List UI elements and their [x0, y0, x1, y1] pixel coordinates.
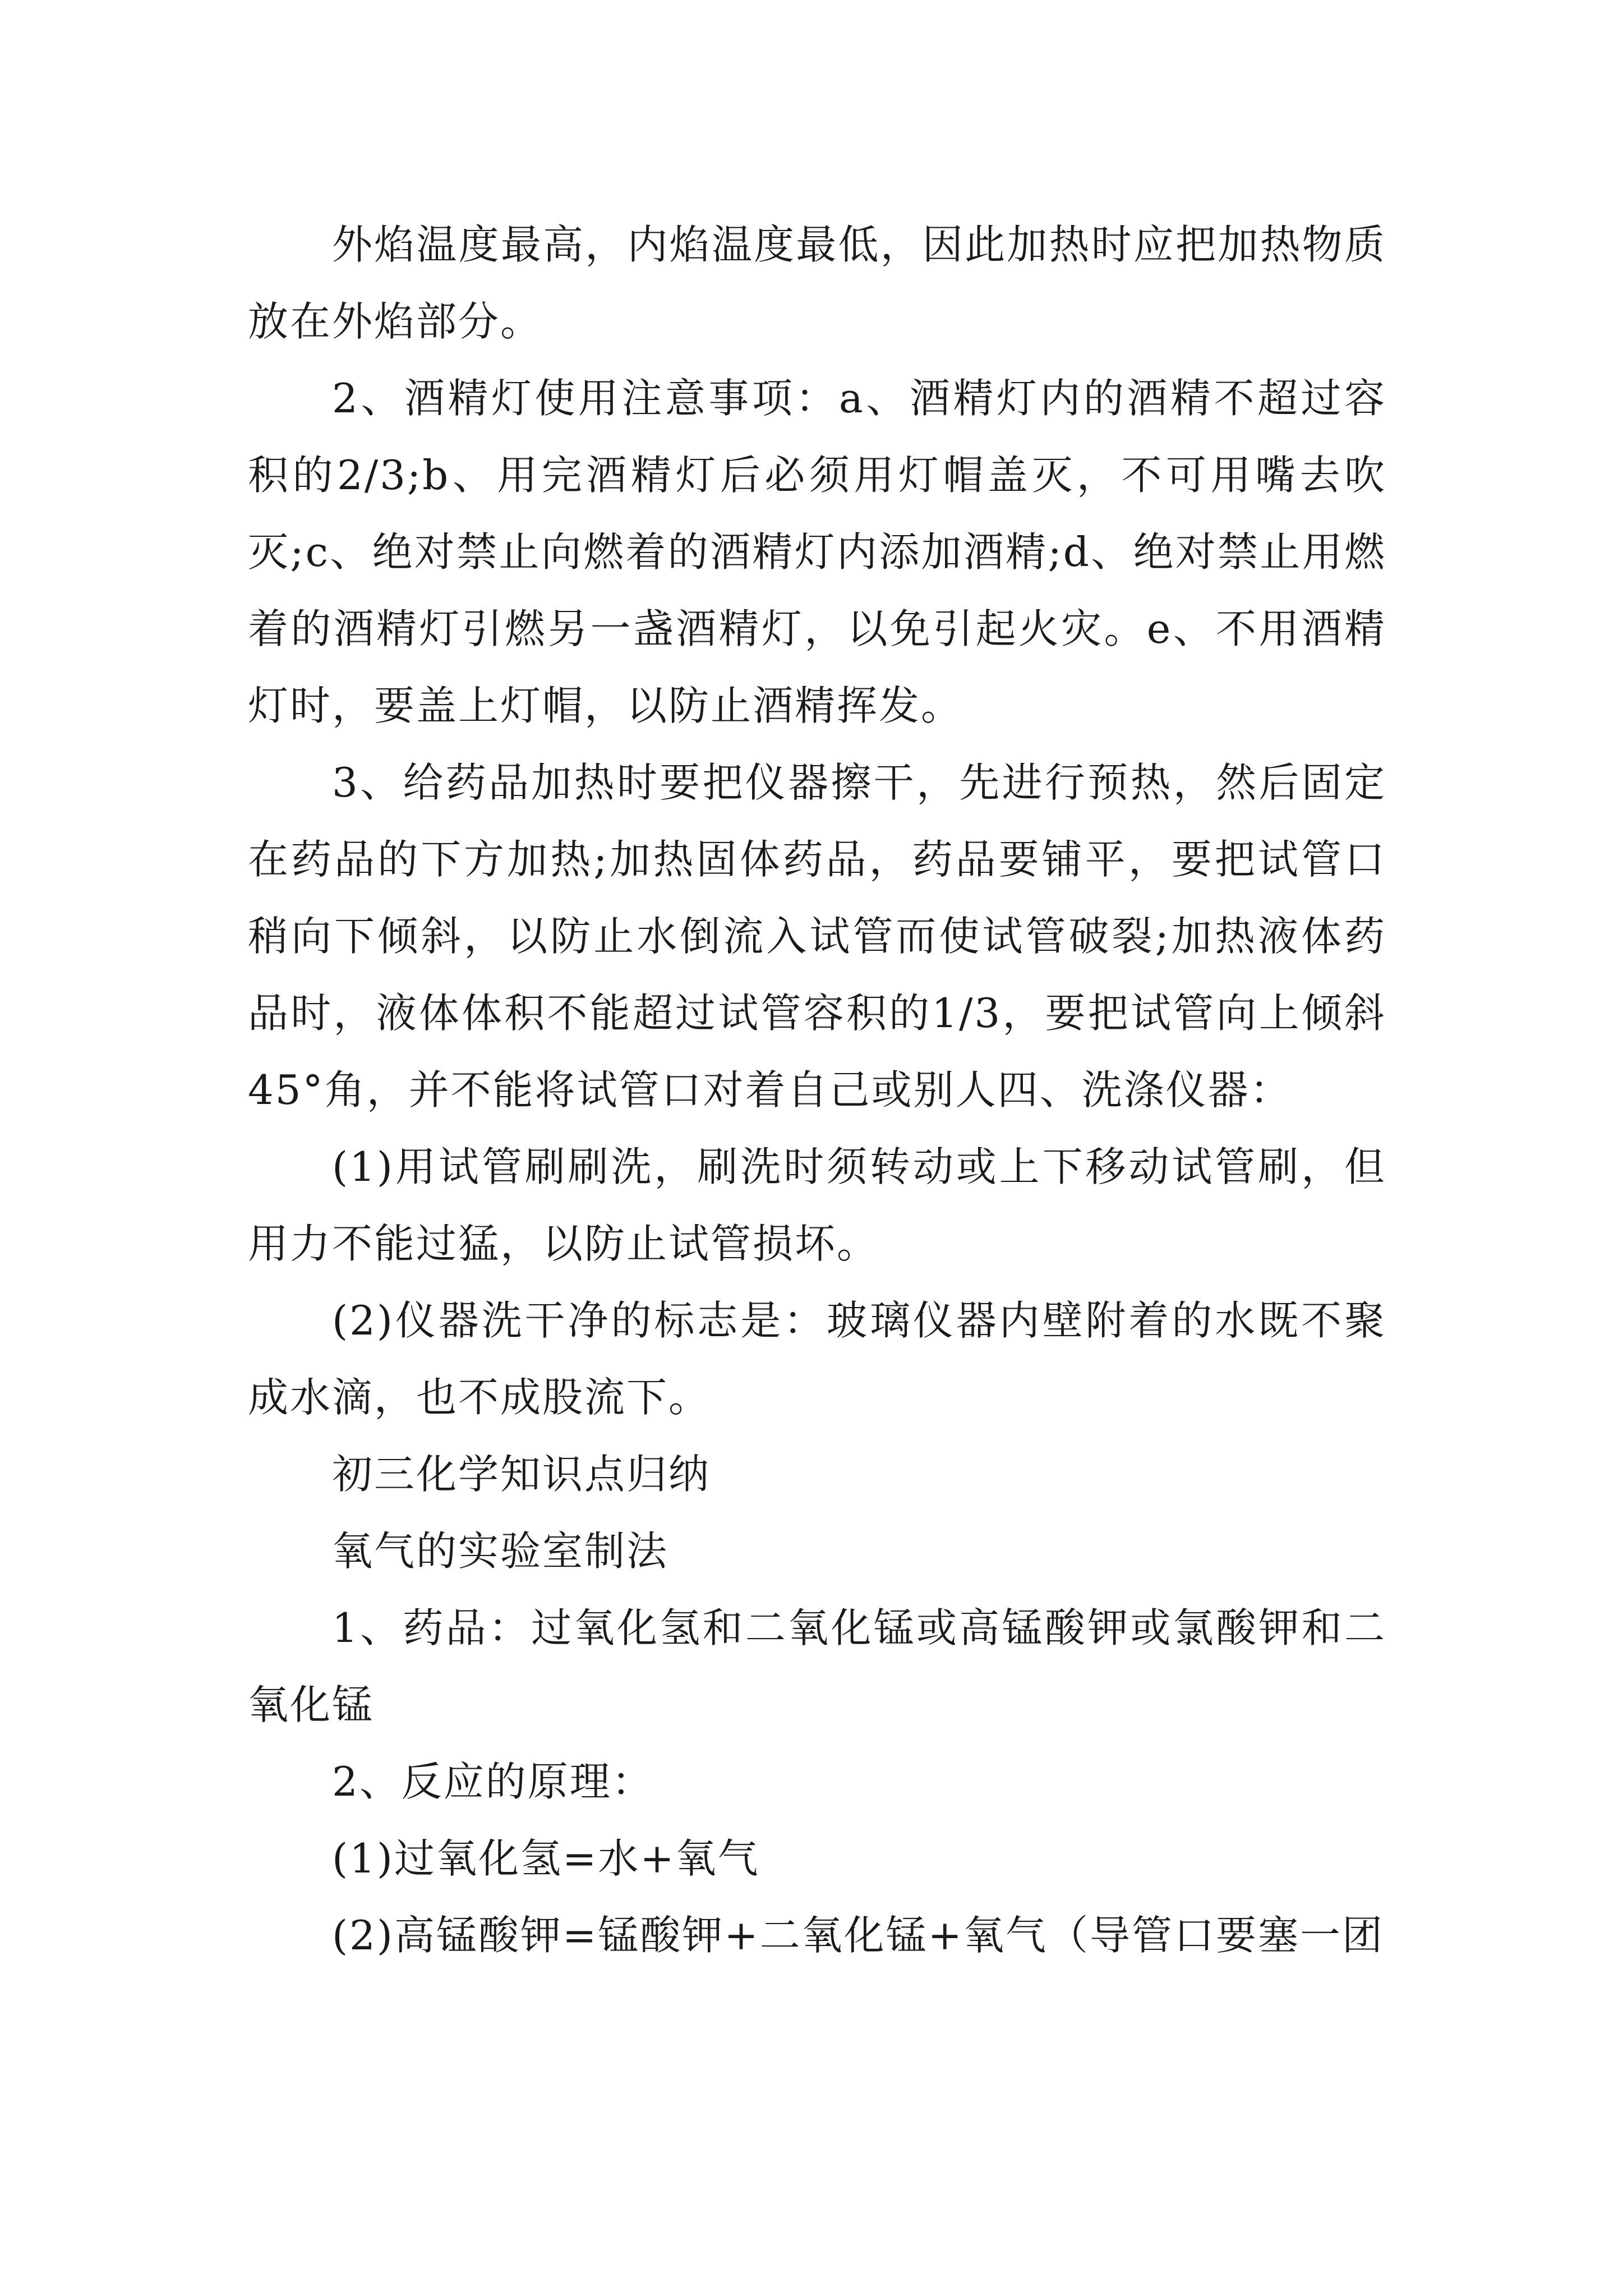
paragraph-washing-step-1: (1)用试管刷刷洗，刷洗时须转动或上下移动试管刷，但用力不能过猛，以防止试管损坏。: [248, 1143, 1386, 1267]
paragraph-reaction-1: (1)过氧化氢=水+氧气: [332, 1835, 760, 1882]
paragraph-alcohol-lamp-precautions: 2、酒精灯使用注意事项：a、酒精灯内的酒精不超过容积的2/3;b、用完酒精灯后必须用灯帽盖灭，不可用嘴去吹灭;c、绝对禁止向燃着的酒精灯内添加酒精;d、绝对禁止用燃着的酒精灯引燃另一盏酒精灯，以免引起火灾。e、不用酒精灯时，要盖上灯帽，以防止酒精挥发。: [248, 375, 1386, 729]
section-heading-chemistry-summary: 初三化学知识点归纳: [332, 1451, 711, 1498]
paragraph-washing-step-2: (2)仪器洗干净的标志是：玻璃仪器内壁附着的水既不聚成水滴，也不成股流下。: [248, 1297, 1386, 1421]
paragraph-reagents: 1、药品：过氧化氢和二氧化锰或高锰酸钾或氯酸钾和二氧化锰: [248, 1604, 1386, 1728]
paragraph-reaction-principle: 2、反应的原理：: [332, 1758, 654, 1805]
paragraph-reaction-2: (2)高锰酸钾=锰酸钾+二氧化锰+氧气（导管口要塞一团: [332, 1912, 1384, 1959]
paragraph-heating-chemicals: 3、给药品加热时要把仪器擦干，先进行预热，然后固定在药品的下方加热;加热固体药品，药品要铺平，要把试管口稍向下倾斜，以防止水倒流入试管而使试管破裂;加热液体药品时，液体体积不能超过试管容积的1/3，要把试管向上倾斜45°角，并不能将试管口对着自己或别人四、洗涤仪器：: [248, 759, 1386, 1114]
section-heading-oxygen-preparation: 氧气的实验室制法: [332, 1527, 669, 1575]
paragraph-flame-temperature: 外焰温度最高，内焰温度最低，因此加热时应把加热物质放在外焰部分。: [248, 221, 1386, 345]
document-body: [248, 206, 1386, 1974]
